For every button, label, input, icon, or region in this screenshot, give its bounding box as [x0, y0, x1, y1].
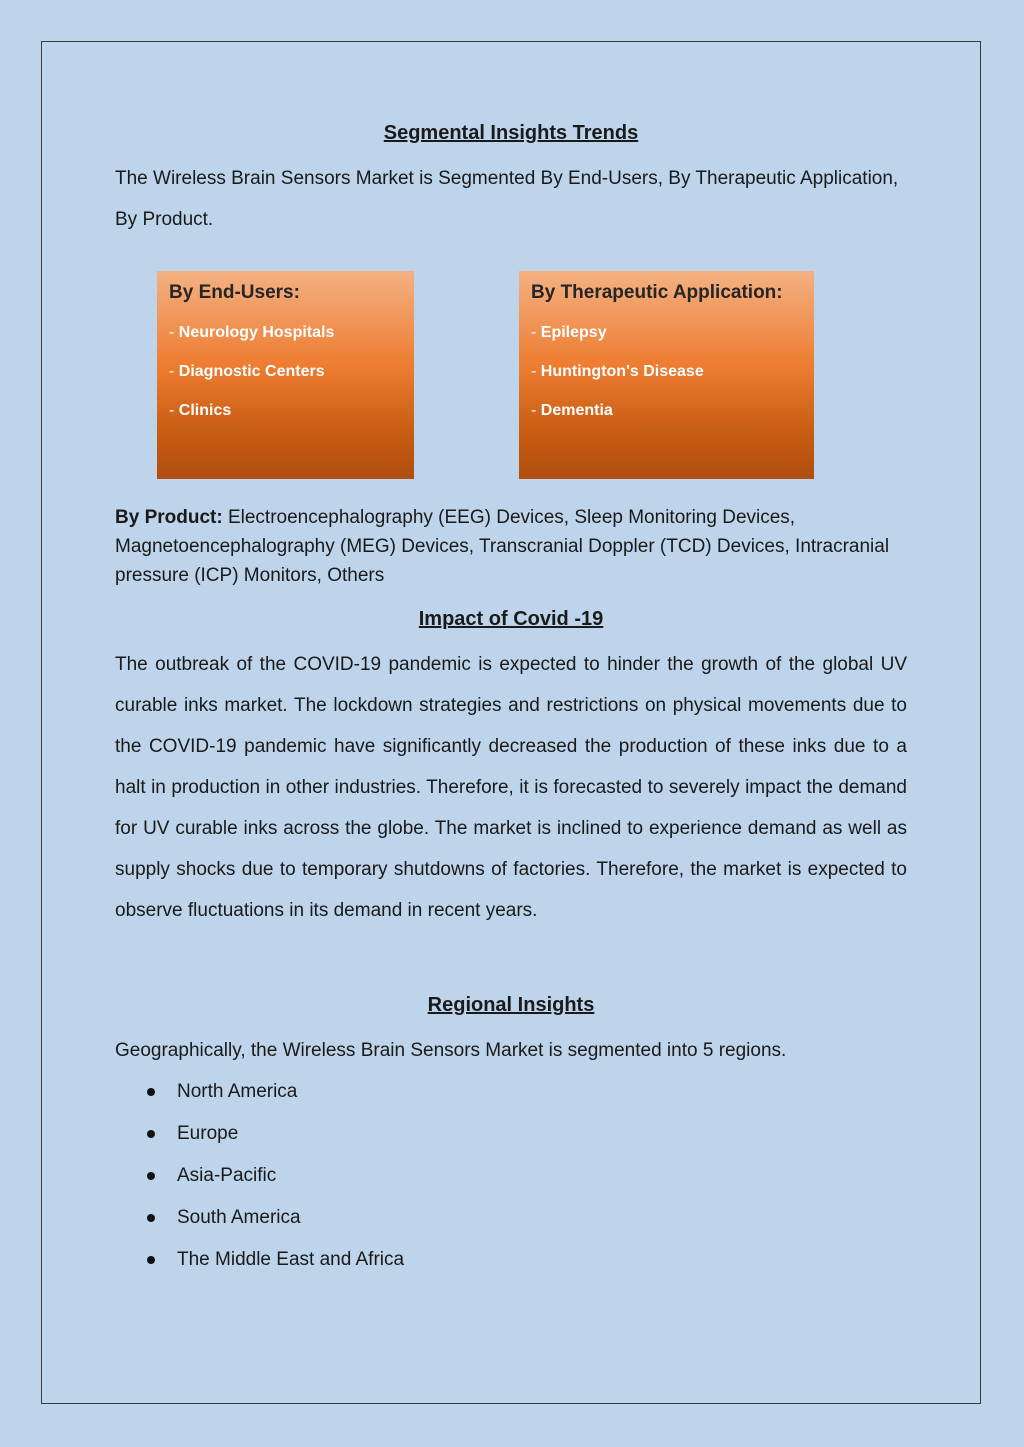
list-item: Asia-Pacific: [115, 1155, 404, 1197]
list-item: South America: [115, 1197, 404, 1239]
end-users-list: [169, 313, 402, 430]
segmental-heading: Segmental Insights Trends: [383, 122, 639, 144]
list-item: North America: [115, 1071, 404, 1113]
list-item: Europe: [115, 1113, 404, 1155]
list-item: The Middle East and Africa: [115, 1239, 404, 1281]
segmental-intro: The Wireless Brain Sensors Market is Segmented By End-Users, By Therapeutic Application, By Product.: [115, 168, 899, 230]
therapeutic-title: By Therapeutic Application:: [531, 282, 783, 303]
end-users-title: By End-Users:: [169, 282, 300, 303]
product-paragraph: [115, 503, 907, 590]
regional-intro: Geographically, the Wireless Brain Sensors Market is segmented into 5 regions.: [115, 1040, 787, 1061]
list-item: - Dementia: [531, 402, 613, 419]
list-item: - Clinics: [169, 402, 232, 419]
therapeutic-list: [531, 313, 802, 430]
covid-heading: Impact of Covid -19: [418, 608, 604, 630]
product-label: By Product:: [115, 507, 223, 528]
list-item: - Huntington's Disease: [531, 363, 704, 380]
regions-list: [115, 1071, 404, 1281]
regional-heading: Regional Insights: [427, 994, 595, 1016]
therapeutic-card: [519, 271, 814, 479]
product-text: Electroencephalography (EEG) Devices, Sleep Monitoring Devices, Magnetoencephalography (MEG) Devices, Transcranial Doppler (TCD) Devices, Intracranial pressure (ICP) Monitors, Others: [115, 507, 890, 586]
list-item: - Diagnostic Centers: [169, 363, 325, 380]
list-item: - Epilepsy: [531, 324, 607, 341]
end-users-card: [157, 271, 414, 479]
list-item: - Neurology Hospitals: [169, 324, 335, 341]
covid-body: The outbreak of the COVID-19 pandemic is expected to hinder the growth of the global UV curable inks market. The lockdown strategies and restrictions on physical movements due to the COVID-19 pandemic have significantly decreased the production of these inks due to a halt in production in other industries. Therefore, it is forecasted to severely impact the demand for UV curable inks across the globe. The market is inclined to experience demand as well as supply shocks due to temporary shutdowns of factories. Therefore, the market is expected to observe fluctuations in its demand in recent years.: [115, 654, 907, 921]
